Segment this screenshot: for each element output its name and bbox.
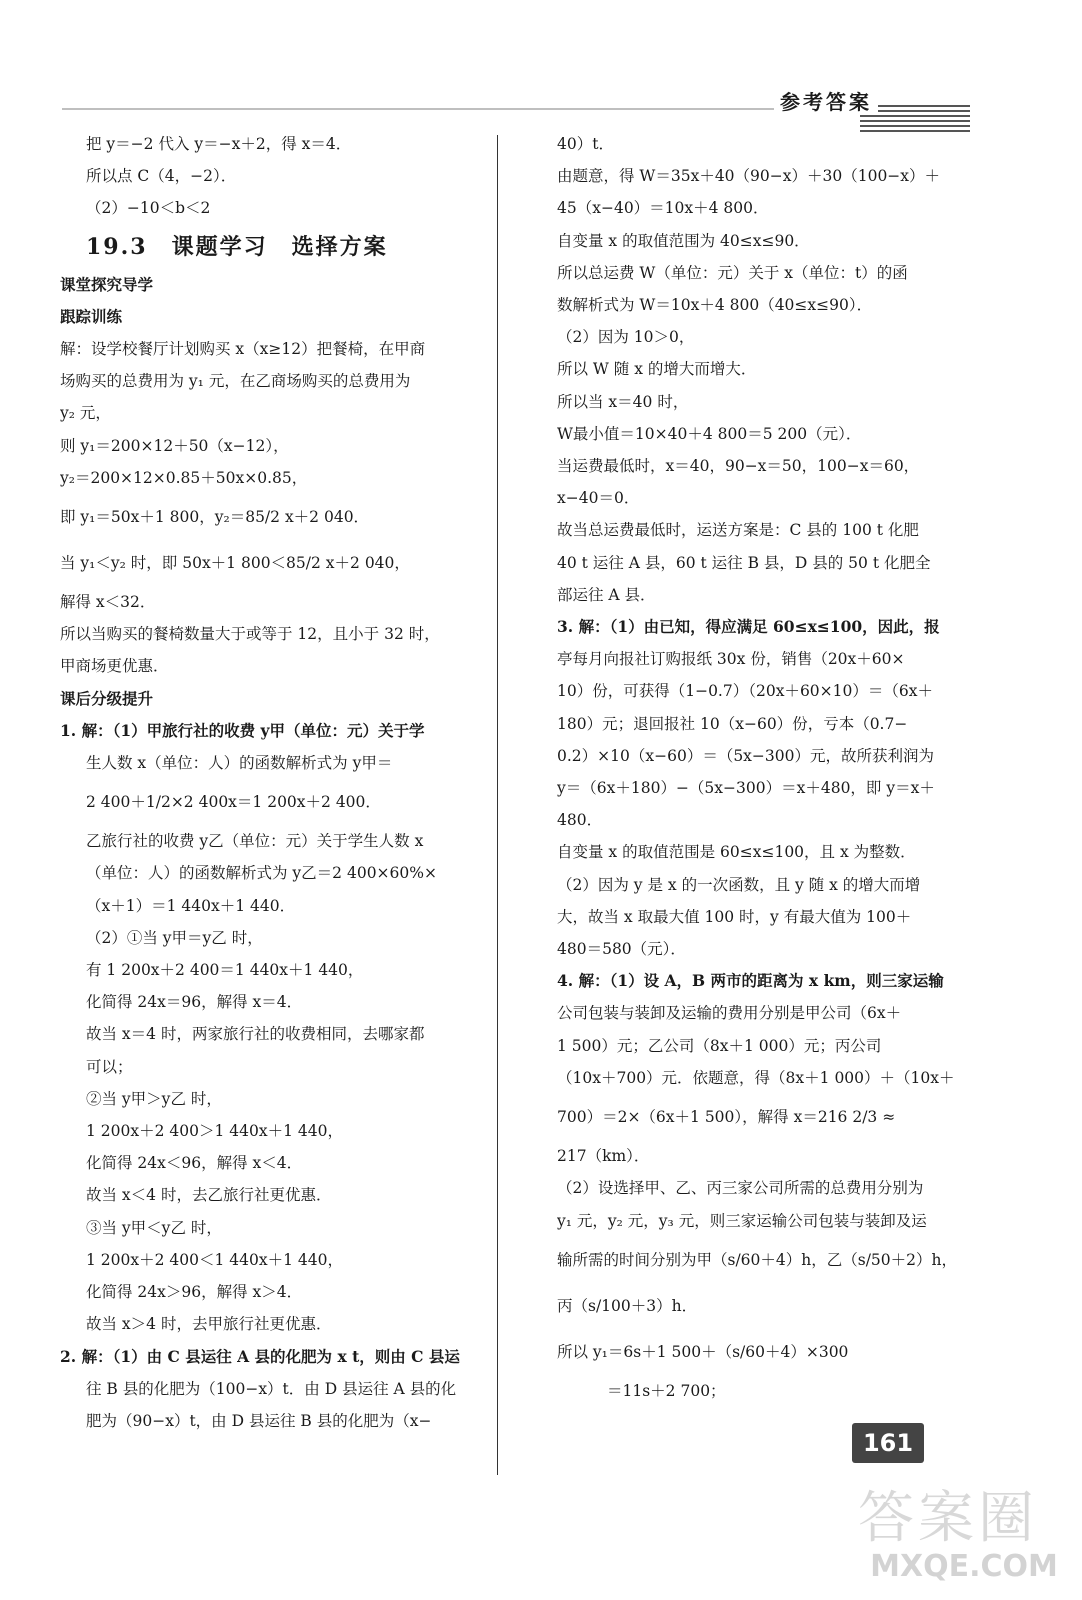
text-line: 化简得 24x＝96，解得 x＝4． bbox=[86, 993, 303, 1012]
text-line: 把 y＝−2 代入 y＝−x＋2，得 x＝4． bbox=[86, 135, 352, 153]
text-line: 当运费最低时，x＝40，90−x＝50，100−x＝60， bbox=[557, 457, 920, 476]
text-line: 即 y₁＝50x＋1 800，y₂＝85/2 x＋2 040． bbox=[60, 508, 370, 527]
text-line: 180）元；退回报社 10（x−60）份，亏本（0.7− bbox=[557, 714, 908, 733]
text-line: 解得 x＜32． bbox=[60, 593, 156, 612]
text-line: （x＋1）＝1 440x＋1 440． bbox=[86, 896, 296, 915]
text-line: 700）＝2×（6x＋1 500），解得 x＝216 2/3 ≈ bbox=[557, 1108, 896, 1127]
text-line: 故当 x＜4 时，去乙旅行社更优惠． bbox=[86, 1186, 332, 1205]
text-line: 3. 解：（1）由已知，得应满足 60≤x≤100，因此，报 bbox=[557, 617, 940, 637]
text-line: 输所需的时间分别为甲（s/60＋4）h，乙（s/50＋2）h， bbox=[557, 1250, 957, 1269]
text-line: 217（km）． bbox=[557, 1147, 650, 1166]
text-line: 10）份，可获得（1−0.7）（20x＋60×10）＝（6x＋ bbox=[557, 682, 933, 701]
text-line: 甲商场更优惠． bbox=[60, 657, 169, 676]
text-line: 故当 x＞4 时，去甲旅行社更优惠． bbox=[86, 1315, 332, 1334]
text-line: 往 B 县的化肥为（100−x）t．由 D 县运往 A 县的化 bbox=[86, 1379, 457, 1398]
text-line: 故当总运费最低时，运送方案是：C 县的 100 t 化肥 bbox=[557, 521, 919, 540]
page-number: 161 bbox=[852, 1423, 924, 1463]
text-line: （2）因为 10＞0， bbox=[557, 328, 695, 347]
text-line: 当 y₁＜y₂ 时，即 50x＋1 800＜85/2 x＋2 040， bbox=[60, 554, 410, 573]
text-line: 课后分级提升 bbox=[60, 688, 154, 708]
text-line: 由题意，得 W＝35x＋40（90−x）＋30（100−x）＋ bbox=[557, 167, 941, 186]
watermark-logo-text: 答案圈 bbox=[858, 1486, 1038, 1551]
text-line: 自变量 x 的取值范围为 40≤x≤90． bbox=[557, 231, 810, 250]
text-line: （2）设选择甲、乙、丙三家公司所需的总费用分别为 bbox=[557, 1179, 924, 1198]
text-line: 解：设学校餐厅计划购买 x（x≥12）把餐椅，在甲商 bbox=[60, 340, 426, 359]
text-line: 1 500）元；乙公司（8x＋1 000）元；丙公司 bbox=[557, 1036, 882, 1055]
text-line: 有 1 200x＋2 400＝1 440x＋1 440， bbox=[86, 961, 364, 980]
text-line: 公司包装与装卸及运输的费用分别是甲公司（6x＋ bbox=[557, 1004, 902, 1023]
text-line: 跟踪训练 bbox=[60, 306, 123, 326]
text-line: 2 400＋1/2×2 400x＝1 200x＋2 400． bbox=[86, 793, 381, 812]
watermark-logo bbox=[848, 1468, 1080, 1598]
text-line: （2）−10＜b＜2 bbox=[86, 199, 211, 218]
text-line: 480＝580（元）． bbox=[557, 940, 686, 959]
text-line: 自变量 x 的取值范围是 60≤x≤100，且 x 为整数． bbox=[557, 843, 916, 862]
text-line: 亭每月向报社订购报纸 30x 份，销售（20x＋60× bbox=[557, 650, 905, 669]
text-line: y₁ 元，y₂ 元，y₃ 元，则三家运输公司包装与装卸及运 bbox=[557, 1211, 927, 1230]
text-line: （2）①当 y甲＝y乙 时， bbox=[86, 928, 263, 947]
text-line: y＝（6x＋180）−（5x−300）＝x＋480，即 y＝x＋ bbox=[557, 779, 935, 798]
text-line: （10x＋700）元．依题意，得（8x＋1 000）＋（10x＋ bbox=[557, 1068, 955, 1087]
text-line: 所以当购买的餐椅数量大于或等于 12，且小于 32 时， bbox=[60, 625, 440, 644]
text-line: 肥为（90−x）t，由 D 县运往 B 县的化肥为（x− bbox=[86, 1411, 432, 1430]
watermark-url: MXQE.COM bbox=[870, 1549, 1058, 1584]
text-line: 化简得 24x＞96，解得 x＞4． bbox=[86, 1283, 303, 1302]
text-line: 所以总运费 W（单位：元）关于 x（单位：t）的函 bbox=[557, 263, 908, 282]
text-line: 4. 解：（1）设 A，B 两市的距离为 x km，则三家运输 bbox=[557, 971, 944, 991]
text-line: 所以点 C（4，−2）． bbox=[86, 167, 237, 186]
text-line: 40）t． bbox=[557, 135, 614, 153]
text-line: 乙旅行社的收费 y乙（单位：元）关于学生人数 x bbox=[86, 832, 424, 851]
text-line: 则 y₁＝200×12＋50（x−12）， bbox=[60, 436, 289, 455]
text-line: （2）因为 y 是 x 的一次函数，且 y 随 x 的增大而增 bbox=[557, 875, 921, 894]
text-line: 所以 y₁＝6s＋1 500＋（s/60＋4）×300 bbox=[557, 1342, 849, 1361]
right-column bbox=[557, 128, 969, 1407]
text-line: 部运往 A 县． bbox=[557, 585, 656, 604]
text-line: W最小值＝10×40＋4 800＝5 200（元）． bbox=[557, 424, 862, 443]
text-line: 课堂探究导学 bbox=[60, 274, 154, 294]
column-divider bbox=[497, 135, 498, 1475]
text-line: 所以当 x＝40 时， bbox=[557, 392, 689, 411]
running-header: 参考答案 bbox=[774, 86, 878, 115]
left-column bbox=[60, 128, 480, 1437]
text-line: 40 t 运往 A 县，60 t 运往 B 县，D 县的 50 t 化肥全 bbox=[557, 553, 931, 572]
text-line: 2. 解：（1）由 C 县运往 A 县的化肥为 x t，则由 C 县运 bbox=[60, 1346, 460, 1366]
text-line: y₂＝200×12×0.85＋50x×0.85， bbox=[60, 468, 308, 487]
text-line: x−40＝0． bbox=[557, 489, 640, 508]
text-line: 1. 解：（1）甲旅行社的收费 y甲（单位：元）关于学 bbox=[60, 720, 425, 740]
text-line: 1 200x＋2 400＜1 440x＋1 440， bbox=[86, 1250, 343, 1269]
text-line: 0.2）×10（x−60）＝（5x−300）元，故所获利润为 bbox=[557, 746, 934, 765]
text-line: （单位：人）的函数解析式为 y乙＝2 400×60%× bbox=[86, 864, 437, 883]
text-line: 数解析式为 W＝10x＋4 800（40≤x≤90）． bbox=[557, 296, 873, 315]
text-line: ②当 y甲＞y乙 时， bbox=[86, 1089, 222, 1108]
text-line: 场购买的总费用为 y₁ 元，在乙商场购买的总费用为 bbox=[60, 372, 411, 391]
text-line: 生人数 x（单位：人）的函数解析式为 y甲＝ bbox=[86, 754, 393, 773]
text-line: 45（x−40）＝10x＋4 800． bbox=[557, 199, 769, 218]
text-line: ③当 y甲＜y乙 时， bbox=[86, 1218, 222, 1237]
text-line: 大，故当 x 取最大值 100 时，y 有最大值为 100＋ bbox=[557, 907, 912, 926]
text-line: 故当 x＝4 时，两家旅行社的收费相同，去哪家都 bbox=[86, 1025, 425, 1044]
text-line: 丙（s/100＋3）h． bbox=[557, 1296, 698, 1315]
text-line: 可以； bbox=[86, 1057, 133, 1076]
text-line: 化简得 24x＜96，解得 x＜4． bbox=[86, 1154, 303, 1173]
text-line: y₂ 元， bbox=[60, 404, 111, 423]
text-line: 1 200x＋2 400＞1 440x＋1 440， bbox=[86, 1122, 343, 1141]
text-line: 19.3 课题学习 选择方案 bbox=[86, 233, 388, 260]
text-line: 所以 W 随 x 的增大而增大． bbox=[557, 360, 757, 379]
text-line: ＝11s＋2 700； bbox=[607, 1381, 726, 1400]
text-line: 480． bbox=[557, 811, 603, 830]
